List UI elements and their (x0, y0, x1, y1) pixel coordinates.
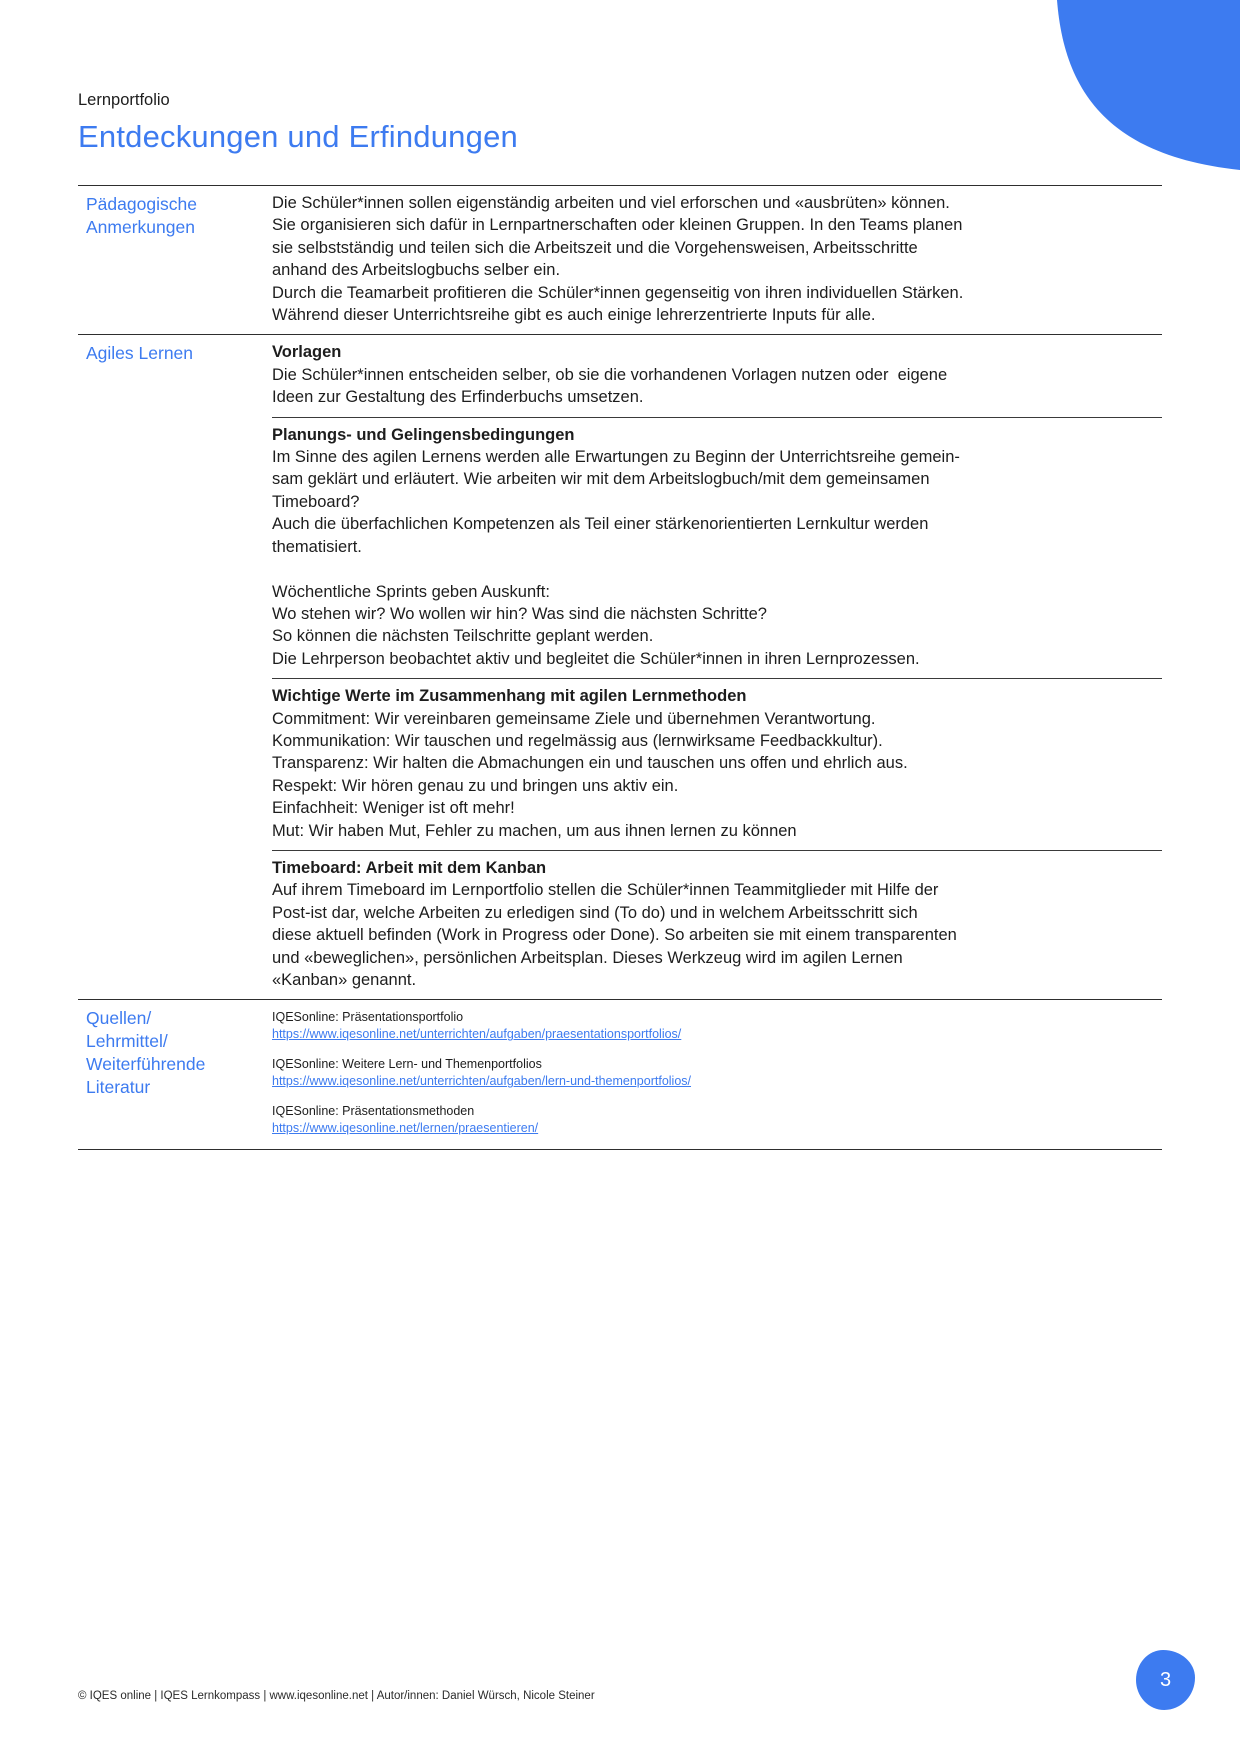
source-entry (272, 1103, 1162, 1137)
text-line: sam geklärt und erläutert. Wie arbeiten wir mit dem Arbeitslogbuch/mit dem gemeinsamen (272, 470, 930, 489)
text-line: Auch die überfachlichen Kompetenzen als Teil einer stärkenorientierten Lernkultur werden (272, 515, 929, 534)
text-line: Die Schüler*innen entscheiden selber, ob sie die vorhandenen Vorlagen nutzen oder eigene (272, 365, 948, 384)
content-block (272, 186, 1162, 334)
content-block (272, 335, 1162, 416)
page-footer: © IQES online | IQES Lernkompass | www.iqesonline.net | Autor/innen: Daniel Würsch, Nicole Steiner (78, 1690, 595, 1702)
content-block (272, 417, 1162, 678)
row-content (272, 1000, 1162, 1149)
text-line: thematisiert. (272, 537, 362, 556)
row-content (272, 335, 1162, 999)
row-label-line: Quellen/ (86, 1008, 152, 1029)
text-line: Sie organisieren sich dafür in Lernpartnerschaften oder kleinen Gruppen. In den Teams planen (272, 216, 963, 235)
text-line: Wo stehen wir? Wo wollen wir hin? Was sind die nächsten Schritte? (272, 604, 767, 623)
content-block (272, 850, 1162, 999)
text-line: Die Lehrperson beobachtet aktiv und begleitet die Schüler*innen in ihren Lernprozessen. (272, 649, 920, 668)
row-label-line: Literatur (86, 1077, 151, 1098)
content-table (78, 185, 1162, 1150)
text-line: Transparenz: Wir halten die Abmachungen ein und tauschen uns offen und ehrlich aus. (272, 754, 908, 773)
source-link[interactable]: https://www.iqesonline.net/unterrichten/aufgaben/lern-und-themenportfolios/ (272, 1074, 692, 1089)
table-row (78, 334, 1162, 999)
content-block (272, 678, 1162, 850)
source-title: IQESonline: Präsentationsmethoden (272, 1104, 475, 1119)
row-label (78, 335, 272, 999)
text-line: diese aktuell befinden (Work in Progress oder Done). So arbeiten sie mit einem transparenten (272, 926, 957, 945)
text-line: Kommunikation: Wir tauschen und regelmässig aus (lernwirksame Feedbackkultur). (272, 731, 883, 750)
text-line: Timeboard? (272, 492, 360, 511)
source-entry (272, 1009, 1162, 1043)
page-header (0, 0, 1240, 157)
text-line: Ideen zur Gestaltung des Erfinderbuchs umsetzen. (272, 388, 644, 407)
text-line (272, 558, 1160, 580)
row-content (272, 186, 1162, 334)
text-line: Commitment: Wir vereinbaren gemeinsame Ziele und übernehmen Verantwortung. (272, 709, 876, 728)
source-title: IQESonline: Weitere Lern- und Themenportfolios (272, 1057, 542, 1072)
block-heading: Vorlagen (272, 343, 342, 362)
row-label-line: Weiterführende (86, 1054, 206, 1075)
row-label (78, 1000, 272, 1149)
block-heading: Wichtige Werte im Zusammenhang mit agilen Lernmethoden (272, 687, 747, 706)
text-line: Einfachheit: Weniger ist oft mehr! (272, 799, 515, 818)
page-title: Entdeckungen und Erfindungen (78, 119, 518, 154)
text-line: Post-ist dar, welche Arbeiten zu erledigen sind (To do) und in welchem Arbeitsschritt sich (272, 903, 918, 922)
block-heading: Planungs- und Gelingensbedingungen (272, 425, 575, 444)
text-line: Während dieser Unterrichtsreihe gibt es auch einige lehrerzentrierte Inputs für alle. (272, 306, 876, 325)
row-label-line: Pädagogische (86, 194, 197, 214)
source-entry (272, 1056, 1162, 1090)
text-line: und «beweglichen», persönlichen Arbeitsplan. Dieses Werkzeug wird im agilen Lernen (272, 948, 903, 967)
page-number: 3 (1159, 1668, 1172, 1691)
table-row (78, 186, 1162, 334)
text-line: sie selbstständig und teilen sich die Arbeitszeit und die Vorgehensweisen, Arbeitsschritte (272, 238, 918, 257)
source-title: IQESonline: Präsentationsportfolio (272, 1010, 464, 1025)
text-line: anhand des Arbeitslogbuchs selber ein. (272, 261, 561, 280)
source-link[interactable]: https://www.iqesonline.net/unterrichten/aufgaben/praesentationsportfolios/ (272, 1027, 682, 1042)
row-label-line: Agiles Lernen (86, 343, 194, 364)
source-link[interactable]: https://www.iqesonline.net/lernen/praesentieren/ (272, 1121, 539, 1136)
row-label-line: Lehrmittel/ (86, 1031, 168, 1052)
text-line: So können die nächsten Teilschritte geplant werden. (272, 627, 654, 646)
block-heading: Timeboard: Arbeit mit dem Kanban (272, 858, 547, 877)
text-line: «Kanban» genannt. (272, 971, 417, 989)
corner-decoration (1057, 0, 1240, 170)
row-label-line: Anmerkungen (86, 217, 195, 237)
text-line: Die Schüler*innen sollen eigenständig arbeiten und viel erforschen und «ausbrüten» können. (272, 194, 950, 212)
table-row (78, 999, 1162, 1149)
document-category: Lernportfolio (78, 91, 170, 109)
text-line: Durch die Teamarbeit profitieren die Schüler*innen gegenseitig von ihren individuellen Stärken. (272, 283, 964, 302)
text-line: Mut: Wir haben Mut, Fehler zu machen, um aus ihnen lernen zu können (272, 821, 797, 840)
text-line: Wöchentliche Sprints geben Auskunft: (272, 582, 550, 601)
page-number-badge (1136, 1650, 1195, 1710)
row-label (78, 186, 272, 334)
text-line: Im Sinne des agilen Lernens werden alle Erwartungen zu Beginn der Unterrichtsreihe gemein- (272, 448, 960, 467)
text-line: Respekt: Wir hören genau zu und bringen uns aktiv ein. (272, 776, 679, 795)
text-line: Auf ihrem Timeboard im Lernportfolio stellen die Schüler*innen Teammitglieder mit Hilfe der (272, 881, 939, 900)
